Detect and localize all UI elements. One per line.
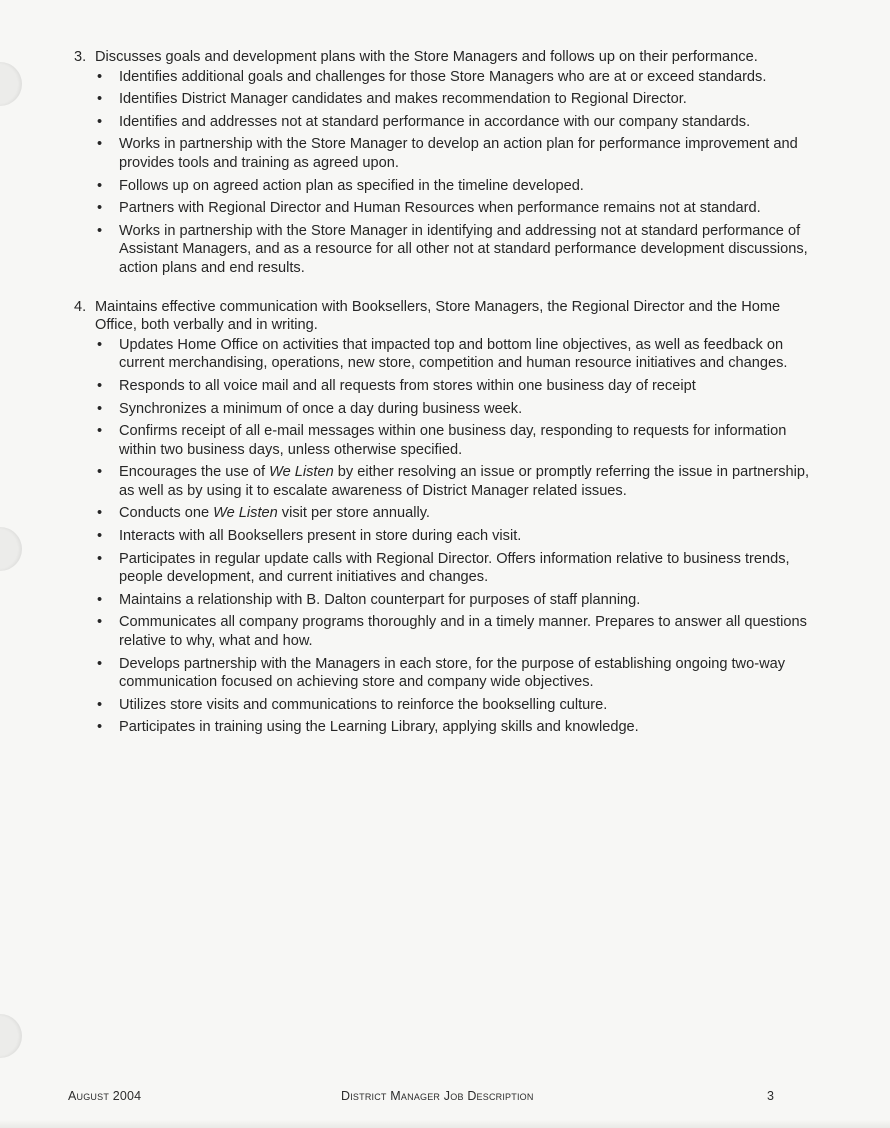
punch-hole bbox=[0, 1014, 22, 1058]
section-text: Maintains effective communication with Booksellers, Store Managers, the Regional Director and the Home Office, both verbally and in writing. bbox=[95, 298, 781, 334]
punch-hole bbox=[0, 527, 22, 571]
bullet-text bbox=[119, 177, 814, 196]
bullet-text bbox=[119, 591, 814, 610]
text-run: Participates in training using the Learning Library, applying skills and knowledge. bbox=[119, 719, 639, 736]
list-item bbox=[95, 613, 814, 650]
text-run: Responds to all voice mail and all requests from stores within one business day of receipt bbox=[119, 377, 696, 394]
text-run: Identifies and addresses not at standard performance in accordance with our company standards. bbox=[119, 113, 751, 130]
list-item bbox=[95, 222, 814, 278]
bullet-icon: • bbox=[97, 68, 103, 85]
bullet-icon: • bbox=[97, 655, 103, 672]
bullet-icon: • bbox=[97, 614, 103, 631]
bullet-icon: • bbox=[97, 200, 103, 217]
list-item bbox=[95, 90, 814, 109]
scan-edge bbox=[0, 1120, 890, 1128]
bullet-text bbox=[119, 400, 814, 419]
footer-title: District Manager Job Description bbox=[341, 1089, 534, 1103]
bullet-list bbox=[74, 68, 814, 278]
bullet-text bbox=[119, 527, 814, 546]
bullet-icon: • bbox=[97, 400, 103, 417]
bullet-text bbox=[119, 222, 814, 278]
list-item bbox=[95, 718, 814, 737]
text-run: Confirms receipt of all e-mail messages within one business day, responding to requests for information within two business days, unless otherwise specified. bbox=[119, 423, 787, 458]
text-run: Communicates all company programs thoroughly and in a timely manner. Prepares to answer all questions relative to why, what and how. bbox=[119, 614, 807, 650]
bullet-text bbox=[119, 199, 814, 218]
bullet-icon: • bbox=[97, 177, 103, 194]
text-run: Utilizes store visits and communications to reinforce the bookselling culture. bbox=[119, 696, 608, 713]
list-item bbox=[95, 655, 814, 692]
text-run: Follows up on agreed action plan as specified in the timeline developed. bbox=[119, 177, 584, 194]
list-item bbox=[95, 199, 814, 218]
page-footer bbox=[68, 1089, 774, 1105]
numbered-section bbox=[74, 298, 814, 737]
list-item bbox=[95, 400, 814, 419]
list-item bbox=[95, 527, 814, 546]
list-item bbox=[95, 177, 814, 196]
list-item bbox=[95, 336, 814, 373]
bullet-text bbox=[119, 90, 814, 109]
bullet-icon: • bbox=[97, 136, 103, 153]
bullet-text bbox=[119, 696, 814, 715]
list-item bbox=[95, 113, 814, 132]
list-item bbox=[95, 68, 814, 87]
bullet-icon: • bbox=[97, 113, 103, 130]
text-run: Participates in regular update calls with Regional Director. Offers information relative to business trends, people development, and current initiatives and changes. bbox=[119, 550, 790, 586]
italic-term: We Listen bbox=[213, 505, 278, 522]
list-item bbox=[95, 135, 814, 172]
text-run: Develops partnership with the Managers in each store, for the purpose of establishing ongoing two-way communication focused on achieving store and company wide objectives. bbox=[119, 655, 786, 691]
punch-hole bbox=[0, 62, 22, 106]
section-number: 3. bbox=[74, 49, 87, 65]
bullet-icon: • bbox=[97, 336, 103, 353]
page-number: 3 bbox=[767, 1089, 774, 1103]
text-run: Conducts one bbox=[119, 505, 214, 522]
text-run: visit per store annually. bbox=[277, 505, 430, 522]
bullet-icon: • bbox=[97, 591, 103, 608]
text-run: Partners with Regional Director and Human Resources when performance remains not at standard. bbox=[119, 200, 761, 217]
section-text: Discusses goals and development plans with the Store Managers and follows up on their performance. bbox=[95, 49, 758, 65]
list-item bbox=[95, 422, 814, 459]
text-run: Works in partnership with the Store Manager to develop an action plan for performance improvement and provides tools and training as agreed upon. bbox=[119, 136, 798, 171]
bullet-icon: • bbox=[97, 464, 103, 481]
bullet-text bbox=[119, 718, 814, 737]
text-run: Identifies additional goals and challenges for those Store Managers who are at or exceed standards. bbox=[119, 68, 767, 85]
bullet-icon: • bbox=[97, 222, 103, 239]
text-run: Synchronizes a minimum of once a day during business week. bbox=[119, 400, 523, 417]
list-item bbox=[95, 504, 814, 523]
bullet-text bbox=[119, 68, 814, 87]
bullet-text bbox=[119, 135, 814, 172]
bullet-text bbox=[119, 504, 814, 523]
footer-date: August 2004 bbox=[68, 1089, 142, 1103]
list-item bbox=[95, 377, 814, 396]
text-run: Encourages the use of bbox=[119, 464, 270, 481]
text-run: by either resolving an issue or promptly referring the issue in partnership, as well as by using it to escalate awareness of District Manager related issues. bbox=[119, 464, 810, 499]
bullet-text bbox=[119, 655, 814, 692]
bullet-icon: • bbox=[97, 505, 103, 522]
text-run: Identifies District Manager candidates and makes recommendation to Regional Director. bbox=[119, 91, 687, 108]
section-number: 4. bbox=[74, 298, 87, 315]
bullet-icon: • bbox=[97, 719, 103, 736]
text-run: Updates Home Office on activities that impacted top and bottom line objectives, as well as feedback on current merchandising, operations, new store, competition and human resource initiatives and changes. bbox=[119, 336, 788, 372]
list-item bbox=[95, 550, 814, 587]
bullet-text bbox=[119, 336, 814, 373]
text-run: Maintains a relationship with B. Dalton counterpart for purposes of staff planning. bbox=[119, 591, 641, 608]
section-heading bbox=[74, 48, 814, 67]
bullet-icon: • bbox=[97, 423, 103, 440]
bullet-icon: • bbox=[97, 91, 103, 108]
text-run: Interacts with all Booksellers present in store during each visit. bbox=[119, 528, 522, 545]
bullet-icon: • bbox=[97, 550, 103, 567]
numbered-section bbox=[74, 48, 814, 278]
bullet-text bbox=[119, 113, 814, 132]
document-body bbox=[74, 48, 814, 757]
list-item bbox=[95, 463, 814, 500]
bullet-text bbox=[119, 550, 814, 587]
bullet-icon: • bbox=[97, 377, 103, 394]
section-heading bbox=[74, 298, 814, 335]
bullet-text bbox=[119, 377, 814, 396]
bullet-icon: • bbox=[97, 528, 103, 545]
list-item bbox=[95, 696, 814, 715]
italic-term: We Listen bbox=[269, 464, 334, 481]
bullet-text bbox=[119, 613, 814, 650]
bullet-text bbox=[119, 422, 814, 459]
text-run: Works in partnership with the Store Manager in identifying and addressing not at standard performance of Assistant Managers, and as a resource for all other not at standard performance development discussions, action plans and end results. bbox=[119, 222, 808, 276]
bullet-icon: • bbox=[97, 696, 103, 713]
bullet-text bbox=[119, 463, 814, 500]
list-item bbox=[95, 591, 814, 610]
bullet-list bbox=[74, 336, 814, 737]
